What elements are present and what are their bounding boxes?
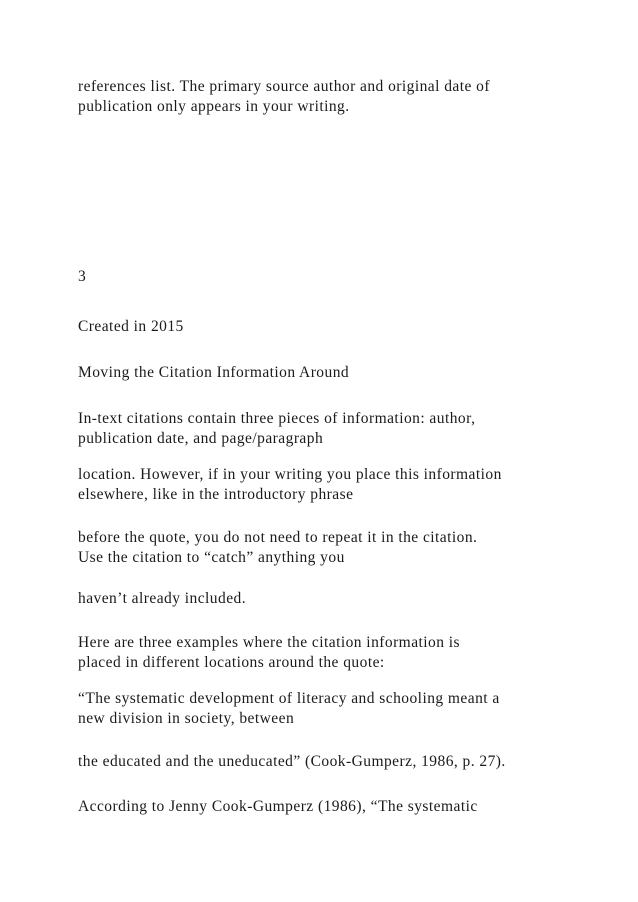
quote-line: “The systematic development of literacy and schooling meant a xyxy=(78,690,500,707)
text-line: location. However, if in your writing you place this information xyxy=(78,466,502,483)
text-line: publication only appears in your writing. xyxy=(78,98,350,115)
quote-line: the educated and the uneducated” (Cook-Gumperz, 1986, p. 27). xyxy=(78,753,506,770)
text-line: Here are three examples where the citation information is xyxy=(78,634,460,651)
quote-line: new division in society, between xyxy=(78,710,295,727)
text-line: Use the citation to “catch” anything you xyxy=(78,549,345,566)
text-line: Created in 2015 xyxy=(78,318,184,335)
text-line: According to Jenny Cook-Gumperz (1986), “The systematic xyxy=(78,798,478,815)
text-line: publication date, and page/paragraph xyxy=(78,430,324,447)
section-heading: Moving the Citation Information Around xyxy=(78,364,350,381)
text-line: elsewhere, like in the introductory phrase xyxy=(78,486,354,503)
text-line: placed in different locations around the quote: xyxy=(78,654,385,671)
text-line: before the quote, you do not need to repeat it in the citation. xyxy=(78,529,478,546)
text-line: In-text citations contain three pieces of information: author, xyxy=(78,410,476,427)
text-line: haven’t already included. xyxy=(78,590,247,607)
page-number: 3 xyxy=(78,268,87,285)
text-line: references list. The primary source author and original date of xyxy=(78,78,490,95)
